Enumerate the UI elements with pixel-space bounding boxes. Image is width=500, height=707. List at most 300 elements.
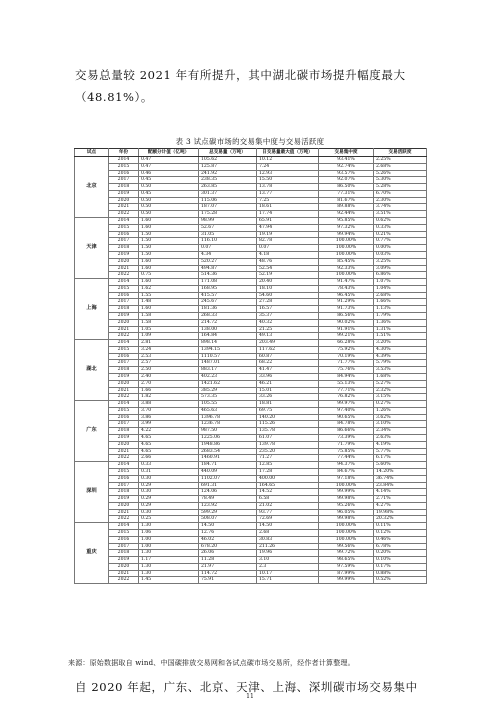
- year-cell: 2016: [109, 536, 139, 543]
- total-volume-cell: 14.50: [199, 523, 257, 530]
- quota-cell: 1.60: [139, 306, 199, 313]
- table-row: [75, 563, 427, 570]
- year-cell: 2020: [109, 563, 139, 570]
- activity-cell: 6.17%: [374, 455, 427, 462]
- pilot-market-table: [74, 148, 427, 584]
- total-volume-cell: 1487.01: [199, 360, 257, 367]
- daily-max-cell: 12.85: [257, 462, 319, 469]
- quota-cell: 1.82: [139, 394, 199, 401]
- daily-max-cell: 6.58: [257, 496, 319, 503]
- table-row: [75, 340, 427, 347]
- daily-max-cell: 400.00: [257, 475, 319, 482]
- daily-max-cell: 10.17: [257, 570, 319, 577]
- concentration-cell: 91.29%: [319, 299, 374, 306]
- concentration-cell: 99.21%: [319, 333, 374, 340]
- table-row: [75, 197, 427, 204]
- daily-max-cell: 46.21: [257, 380, 319, 387]
- quota-cell: 0.50: [139, 204, 199, 211]
- daily-max-cell: 47.94: [257, 224, 319, 231]
- year-cell: 2021: [109, 448, 139, 455]
- concentration-cell: 99.99%: [319, 577, 374, 584]
- daily-max-cell: 33.96: [257, 374, 319, 381]
- concentration-cell: 100.00%: [319, 272, 374, 279]
- year-cell: 2020: [109, 319, 139, 326]
- concentration-cell: 76.82%: [319, 394, 374, 401]
- year-cell: 2021: [109, 509, 139, 516]
- daily-max-cell: 35.37: [257, 312, 319, 319]
- total-volume-cell: 987.50: [199, 428, 257, 435]
- table-row: [75, 211, 427, 218]
- activity-cell: 5.28%: [374, 184, 427, 191]
- activity-cell: 2.68%: [374, 163, 427, 170]
- total-volume-cell: 181.36: [199, 306, 257, 313]
- activity-cell: 1.13%: [374, 306, 427, 313]
- concentration-cell: 86.50%: [319, 184, 374, 191]
- total-volume-cell: 245.67: [199, 299, 257, 306]
- total-volume-cell: 46.02: [199, 536, 257, 543]
- table-row: [75, 543, 427, 550]
- year-cell: 2016: [109, 170, 139, 177]
- total-volume-cell: 263.85: [199, 184, 257, 191]
- year-cell: 2020: [109, 197, 139, 204]
- quota-cell: 3.88: [139, 401, 199, 408]
- daily-max-cell: 4.18: [257, 251, 319, 258]
- activity-cell: 1.66%: [374, 299, 427, 306]
- activity-cell: 0.62%: [374, 218, 427, 225]
- quota-cell: 1.60: [139, 224, 199, 231]
- table-row: [75, 523, 427, 530]
- quota-cell: 0.46: [139, 170, 199, 177]
- concentration-cell: 89.88%: [319, 204, 374, 211]
- daily-max-cell: 41.47: [257, 367, 319, 374]
- total-volume-cell: 184.71: [199, 462, 257, 469]
- activity-cell: 4.27%: [374, 502, 427, 509]
- year-cell: 2017: [109, 543, 139, 550]
- year-cell: 2020: [109, 380, 139, 387]
- concentration-cell: 84.67%: [319, 468, 374, 475]
- quota-cell: 4.65: [139, 448, 199, 455]
- table-row: [75, 570, 427, 577]
- year-cell: 2022: [109, 333, 139, 340]
- daily-max-cell: 54.60: [257, 292, 319, 299]
- activity-cell: 2.30%: [374, 197, 427, 204]
- total-volume-cell: 241.92: [199, 170, 257, 177]
- activity-cell: 5.27%: [374, 380, 427, 387]
- year-cell: 2015: [109, 468, 139, 475]
- activity-cell: 23.84%: [374, 482, 427, 489]
- quota-cell: 1.50: [139, 245, 199, 252]
- quota-cell: 0.50: [139, 184, 199, 191]
- quota-cell: 1.30: [139, 550, 199, 557]
- concentration-cell: 91.91%: [319, 326, 374, 333]
- daily-max-cell: 14.52: [257, 489, 319, 496]
- year-cell: 2017: [109, 299, 139, 306]
- table-row: [75, 448, 427, 455]
- daily-max-cell: 68.22: [257, 360, 319, 367]
- year-cell: 2018: [109, 489, 139, 496]
- total-volume-cell: 114.72: [199, 570, 257, 577]
- table-row: [75, 374, 427, 381]
- concentration-cell: 66.28%: [319, 340, 374, 347]
- table-row: [75, 312, 427, 319]
- header-total-volume: 总交易量（万吨）: [199, 149, 257, 157]
- table-row: [75, 218, 427, 225]
- concentration-cell: 99.97%: [319, 401, 374, 408]
- total-volume-cell: 168.95: [199, 285, 257, 292]
- table-row: [75, 557, 427, 564]
- year-cell: 2022: [109, 577, 139, 584]
- quota-cell: 0.50: [139, 197, 199, 204]
- daily-max-cell: 115.26: [257, 421, 319, 428]
- quota-cell: 1.06: [139, 529, 199, 536]
- total-volume-cell: 11.28: [199, 557, 257, 564]
- year-cell: 2014: [109, 218, 139, 225]
- daily-max-cell: 19.19: [257, 231, 319, 238]
- daily-max-cell: 21.25: [257, 326, 319, 333]
- total-volume-cell: 402.23: [199, 374, 257, 381]
- year-cell: 2022: [109, 516, 139, 523]
- concentration-cell: 92.07%: [319, 177, 374, 184]
- table-row: [75, 407, 427, 414]
- activity-cell: 3.25%: [374, 258, 427, 265]
- year-cell: 2021: [109, 326, 139, 333]
- table-row: [75, 401, 427, 408]
- concentration-cell: 85.45%: [319, 258, 374, 265]
- activity-cell: 14.20%: [374, 468, 427, 475]
- year-cell: 2018: [109, 367, 139, 374]
- daily-max-cell: 2.68: [257, 529, 319, 536]
- activity-cell: 0.33%: [374, 224, 427, 231]
- year-cell: 2014: [109, 462, 139, 469]
- activity-cell: 36.74%: [374, 475, 427, 482]
- daily-max-cell: 69.75: [257, 407, 319, 414]
- activity-cell: 5.30%: [374, 177, 427, 184]
- activity-cell: 5.60%: [374, 462, 427, 469]
- concentration-cell: 99.98%: [319, 516, 374, 523]
- quota-cell: 3.99: [139, 421, 199, 428]
- quota-cell: 1.60: [139, 279, 199, 286]
- year-cell: 2019: [109, 312, 139, 319]
- year-cell: 2022: [109, 211, 139, 218]
- year-cell: 2020: [109, 502, 139, 509]
- quota-cell: 1.05: [139, 326, 199, 333]
- table-row: [75, 285, 427, 292]
- daily-max-cell: 60.87: [257, 353, 319, 360]
- table-caption: 表 3 试点碳市场的交易集中度与交易活跃度: [175, 137, 325, 146]
- quota-cell: 0.29: [139, 482, 199, 489]
- total-volume-cell: 599.29: [199, 509, 257, 516]
- concentration-cell: 81.67%: [319, 197, 374, 204]
- concentration-cell: 91.47%: [319, 279, 374, 286]
- quota-cell: 1.50: [139, 238, 199, 245]
- year-cell: 2017: [109, 421, 139, 428]
- quota-cell: 1.60: [139, 218, 199, 225]
- page-number: 11: [246, 693, 254, 700]
- daily-max-cell: 40.32: [257, 319, 319, 326]
- year-cell: 2018: [109, 306, 139, 313]
- daily-max-cell: 117.62: [257, 346, 319, 353]
- quota-cell: 0.29: [139, 502, 199, 509]
- table-body: [75, 157, 427, 584]
- concentration-cell: 77.31%: [319, 190, 374, 197]
- quota-cell: 0.47: [139, 157, 199, 164]
- year-cell: 2018: [109, 245, 139, 252]
- total-volume-cell: 4.34: [199, 251, 257, 258]
- year-cell: 2019: [109, 374, 139, 381]
- activity-cell: 1.79%: [374, 312, 427, 319]
- total-volume-cell: 465.63: [199, 407, 257, 414]
- concentration-cell: 99.72%: [319, 550, 374, 557]
- year-cell: 2018: [109, 184, 139, 191]
- year-cell: 2020: [109, 258, 139, 265]
- total-volume-cell: 175.28: [199, 211, 257, 218]
- year-cell: 2019: [109, 496, 139, 503]
- activity-cell: 0.21%: [374, 231, 427, 238]
- quota-cell: 0.31: [139, 468, 199, 475]
- daily-max-cell: 0.07: [257, 245, 319, 252]
- table-row: [75, 441, 427, 448]
- daily-max-cell: 135.78: [257, 428, 319, 435]
- year-cell: 2015: [109, 529, 139, 536]
- quota-cell: 1.45: [139, 577, 199, 584]
- total-volume-cell: 385.29: [199, 387, 257, 394]
- total-volume-cell: 105.55: [199, 401, 257, 408]
- concentration-cell: 97.18%: [319, 475, 374, 482]
- daily-max-cell: 15.50: [257, 177, 319, 184]
- quota-cell: 0.30: [139, 489, 199, 496]
- activity-cell: 1.04%: [374, 285, 427, 292]
- source-note: 来源：原始数据取自 wind、中国碳排放交易网和各试点碳市场交易所，经作者计算整理。: [68, 659, 355, 667]
- region-name-cell: 广东: [75, 401, 109, 462]
- table-row: [75, 577, 427, 584]
- concentration-cell: 75.85%: [319, 448, 374, 455]
- quota-cell: 0.30: [139, 475, 199, 482]
- daily-max-cell: 18.61: [257, 204, 319, 211]
- year-cell: 2016: [109, 475, 139, 482]
- daily-max-cell: 93.77: [257, 509, 319, 516]
- table-row: [75, 536, 427, 543]
- year-cell: 2020: [109, 441, 139, 448]
- daily-max-cell: 82.78: [257, 238, 319, 245]
- concentration-cell: 100.00%: [319, 536, 374, 543]
- quota-cell: 1.09: [139, 333, 199, 340]
- table-row: [75, 265, 427, 272]
- table-row: [75, 184, 427, 191]
- total-volume-cell: 883.17: [199, 367, 257, 374]
- concentration-cell: 71.77%: [319, 360, 374, 367]
- concentration-cell: 70.19%: [319, 353, 374, 360]
- concentration-cell: 100.00%: [319, 251, 374, 258]
- table-row: [75, 190, 427, 197]
- total-volume-cell: 678.20: [199, 543, 257, 550]
- concentration-cell: 97.32%: [319, 224, 374, 231]
- daily-max-cell: 12.93: [257, 170, 319, 177]
- total-volume-cell: 1236.78: [199, 421, 257, 428]
- activity-cell: 3.62%: [374, 414, 427, 421]
- activity-cell: 2.32%: [374, 387, 427, 394]
- quota-cell: 3.70: [139, 407, 199, 414]
- quota-cell: 1.48: [139, 299, 199, 306]
- year-cell: 2017: [109, 238, 139, 245]
- daily-max-cell: 18.81: [257, 401, 319, 408]
- quota-cell: 2.57: [139, 360, 199, 367]
- concentration-cell: 75.76%: [319, 367, 374, 374]
- region-name-cell: 北京: [75, 157, 109, 218]
- activity-cell: 0.20%: [374, 550, 427, 557]
- quota-cell: 2.70: [139, 380, 199, 387]
- total-volume-cell: 187.07: [199, 204, 257, 211]
- daily-max-cell: 7.25: [257, 197, 319, 204]
- table-row: [75, 475, 427, 482]
- header-activity: 交易活跃度: [374, 149, 427, 157]
- year-cell: 2015: [109, 346, 139, 353]
- quota-cell: 2.81: [139, 340, 199, 347]
- concentration-cell: 87.99%: [319, 570, 374, 577]
- daily-max-cell: 7.24: [257, 163, 319, 170]
- total-volume-cell: 1225.06: [199, 435, 257, 442]
- concentration-cell: 98.65%: [319, 557, 374, 564]
- activity-cell: 4.39%: [374, 353, 427, 360]
- year-cell: 2018: [109, 428, 139, 435]
- daily-max-cell: 17.74: [257, 211, 319, 218]
- year-cell: 2014: [109, 401, 139, 408]
- activity-cell: 2.68%: [374, 292, 427, 299]
- daily-max-cell: 49.13: [257, 333, 319, 340]
- table-row: [75, 353, 427, 360]
- concentration-cell: 90.02%: [319, 319, 374, 326]
- total-volume-cell: 494.87: [199, 265, 257, 272]
- year-cell: 2017: [109, 177, 139, 184]
- concentration-cell: 93.41%: [319, 157, 374, 164]
- activity-cell: 5.26%: [374, 170, 427, 177]
- intro-line-2: （48.81%）。: [75, 90, 153, 104]
- region-name-cell: 天津: [75, 218, 109, 279]
- activity-cell: 0.11%: [374, 523, 427, 530]
- concentration-cell: 86.56%: [319, 312, 374, 319]
- table-row: [75, 516, 427, 523]
- total-volume-cell: 52.67: [199, 224, 257, 231]
- daily-max-cell: 61.07: [257, 435, 319, 442]
- quota-cell: 4.22: [139, 428, 199, 435]
- daily-max-cell: 17.28: [257, 468, 319, 475]
- tail-paragraph: 自 2020 年起，广东、北京、天津、上海、深圳碳市场交易集中: [75, 680, 418, 694]
- total-volume-cell: 26.06: [199, 550, 257, 557]
- table-row: [75, 435, 427, 442]
- activity-cell: 3.51%: [374, 211, 427, 218]
- concentration-cell: 95.26%: [319, 502, 374, 509]
- activity-cell: 1.26%: [374, 407, 427, 414]
- quota-cell: 1.60: [139, 258, 199, 265]
- table-row: [75, 170, 427, 177]
- daily-max-cell: 140.20: [257, 414, 319, 421]
- year-cell: 2017: [109, 360, 139, 367]
- table-row: [75, 346, 427, 353]
- total-volume-cell: 440.09: [199, 468, 257, 475]
- daily-max-cell: 21.02: [257, 502, 319, 509]
- region-name-cell: 上海: [75, 279, 109, 340]
- activity-cell: 3.53%: [374, 367, 427, 374]
- concentration-cell: 92.44%: [319, 211, 374, 218]
- table-row: [75, 333, 427, 340]
- table-row: [75, 299, 427, 306]
- year-cell: 2019: [109, 557, 139, 564]
- table-row: [75, 177, 427, 184]
- year-cell: 2015: [109, 285, 139, 292]
- total-volume-cell: 0.07: [199, 245, 257, 252]
- year-cell: 2015: [109, 224, 139, 231]
- quota-cell: 0.29: [139, 496, 199, 503]
- year-cell: 2021: [109, 265, 139, 272]
- table-row: [75, 428, 427, 435]
- table-row: [75, 319, 427, 326]
- activity-cell: 3.20%: [374, 340, 427, 347]
- total-volume-cell: 21.97: [199, 563, 257, 570]
- concentration-cell: 92.33%: [319, 265, 374, 272]
- activity-cell: 0.00%: [374, 245, 427, 252]
- concentration-cell: 99.98%: [319, 496, 374, 503]
- daily-max-cell: 33.26: [257, 394, 319, 401]
- quota-cell: 1.55: [139, 292, 199, 299]
- year-cell: 2022: [109, 394, 139, 401]
- quota-cell: 3.86: [139, 414, 199, 421]
- total-volume-cell: 164.84: [199, 333, 257, 340]
- header-year: 年份: [109, 149, 139, 157]
- year-cell: 2021: [109, 570, 139, 577]
- activity-cell: 0.12%: [374, 529, 427, 536]
- total-volume-cell: 415.57: [199, 292, 257, 299]
- table-row: [75, 279, 427, 286]
- quota-cell: 1.50: [139, 231, 199, 238]
- concentration-cell: 97.40%: [319, 407, 374, 414]
- daily-max-cell: 52.19: [257, 272, 319, 279]
- concentration-cell: 100.00%: [319, 523, 374, 530]
- concentration-cell: 84.94%: [319, 374, 374, 381]
- table-row: [75, 360, 427, 367]
- activity-cell: 0.17%: [374, 563, 427, 570]
- total-volume-cell: 116.10: [199, 238, 257, 245]
- total-volume-cell: 123.92: [199, 502, 257, 509]
- quota-cell: 1.30: [139, 523, 199, 530]
- concentration-cell: 99.56%: [319, 543, 374, 550]
- concentration-cell: 90.65%: [319, 414, 374, 421]
- quota-cell: 0.25: [139, 516, 199, 523]
- concentration-cell: 95.85%: [319, 218, 374, 225]
- activity-cell: 6.78%: [374, 543, 427, 550]
- table-row: [75, 496, 427, 503]
- concentration-cell: 94.37%: [319, 462, 374, 469]
- header-region: 试点: [75, 149, 109, 157]
- table-row: [75, 387, 427, 394]
- table-row: [75, 509, 427, 516]
- activity-cell: 1.36%: [374, 319, 427, 326]
- daily-max-cell: 27.28: [257, 299, 319, 306]
- table-row: [75, 163, 427, 170]
- concentration-cell: 91.73%: [319, 306, 374, 313]
- activity-cell: 0.52%: [374, 577, 427, 584]
- activity-cell: 3.15%: [374, 394, 427, 401]
- activity-cell: 0.88%: [374, 570, 427, 577]
- year-cell: 2022: [109, 272, 139, 279]
- quota-cell: 1.62: [139, 285, 199, 292]
- concentration-cell: 96.45%: [319, 292, 374, 299]
- daily-max-cell: 30.83: [257, 536, 319, 543]
- quota-cell: 0.33: [139, 462, 199, 469]
- activity-cell: 3.74%: [374, 204, 427, 211]
- table-row: [75, 462, 427, 469]
- total-volume-cell: 75.91: [199, 577, 257, 584]
- daily-max-cell: 211.26: [257, 543, 319, 550]
- total-volume-cell: 1396.78: [199, 414, 257, 421]
